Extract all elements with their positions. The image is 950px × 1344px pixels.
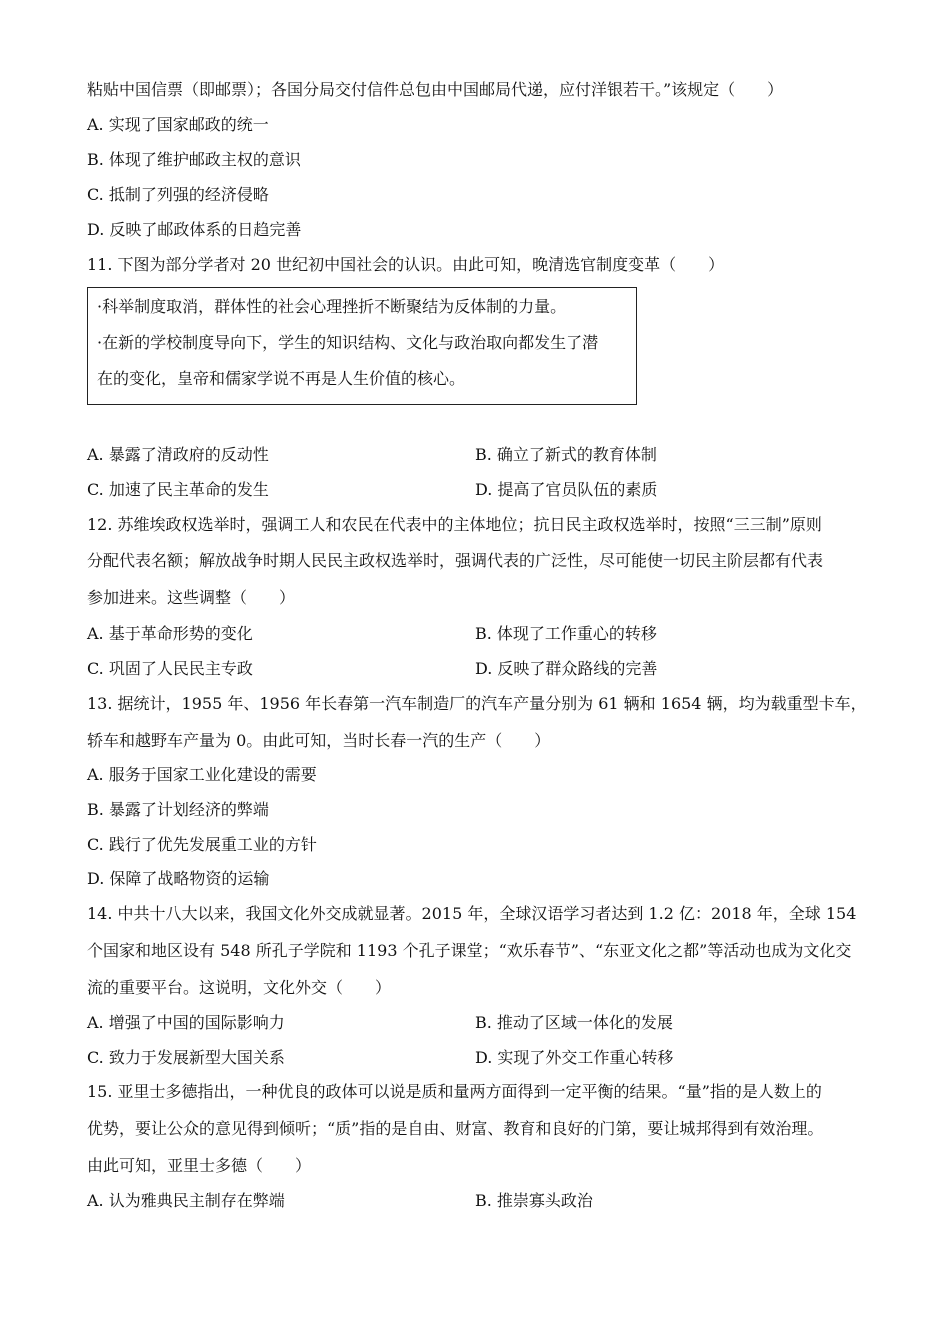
q13-stem-line-1: 13. 据统计，1955 年、1956 年长春第一汽车制造厂的汽车产量分别为 61 辆和 1654 辆，均为载重型卡车， xyxy=(87,694,867,713)
q11-quote-box xyxy=(87,287,637,405)
q11-stem: 11. 下图为部分学者对 20 世纪初中国社会的认识。由此可知，晚清选官制度变革（ ） xyxy=(87,255,725,274)
q14-option-b: B. 推动了区域一体化的发展 xyxy=(475,1013,673,1032)
q10-option-d: D. 反映了邮政体系的日趋完善 xyxy=(87,220,302,239)
q15-option-b: B. 推崇寡头政治 xyxy=(475,1191,593,1210)
q14-option-a: A. 增强了中国的国际影响力 xyxy=(87,1013,285,1032)
q15-stem-line-2: 优势，要让公众的意见得到倾听；“质”指的是自由、财富、教育和良好的门第，要让城邦得到有效治理。 xyxy=(87,1119,824,1138)
q15-option-a: A. 认为雅典民主制存在弊端 xyxy=(87,1191,285,1210)
q13-option-d: D. 保障了战略物资的运输 xyxy=(87,869,270,888)
q13-stem-line-2: 轿车和越野车产量为 0。由此可知，当时长春一汽的生产（ ） xyxy=(87,731,551,750)
q10-option-b: B. 体现了维护邮政主权的意识 xyxy=(87,150,301,169)
q11-box-line-3: 在的变化，皇帝和儒家学说不再是人生价值的核心。 xyxy=(97,369,466,388)
q10-option-c: C. 抵制了列强的经济侵略 xyxy=(87,185,269,204)
q11-option-a: A. 暴露了清政府的反动性 xyxy=(87,445,269,464)
q14-stem-line-2: 个国家和地区设有 548 所孔子学院和 1193 个孔子课堂；“欢乐春节”、“东亚文化之都”等活动也成为文化交 xyxy=(87,941,852,960)
q14-option-c: C. 致力于发展新型大国关系 xyxy=(87,1048,285,1067)
q12-stem-line-3: 参加进来。这些调整（ ） xyxy=(87,588,296,607)
q15-stem-line-1: 15. 亚里士多德指出，一种优良的政体可以说是质和量两方面得到一定平衡的结果。“量”指的是人数上的 xyxy=(87,1082,822,1101)
q13-option-c: C. 践行了优先发展重工业的方针 xyxy=(87,835,317,854)
q10-option-a: A. 实现了国家邮政的统一 xyxy=(87,115,269,134)
q11-option-b: B. 确立了新式的教育体制 xyxy=(475,445,657,464)
q12-option-d: D. 反映了群众路线的完善 xyxy=(475,659,658,678)
q14-option-d: D. 实现了外交工作重心转移 xyxy=(475,1048,674,1067)
q12-stem-line-2: 分配代表名额；解放战争时期人民民主政权选举时，强调代表的广泛性，尽可能使一切民主阶层都有代表 xyxy=(87,551,824,570)
q11-option-d: D. 提高了官员队伍的素质 xyxy=(475,480,658,499)
q11-box-line-1: ·科举制度取消，群体性的社会心理挫折不断聚结为反体制的力量。 xyxy=(97,297,567,316)
q11-box-line-2: ·在新的学校制度导向下，学生的知识结构、文化与政治取向都发生了潜 xyxy=(97,333,599,352)
q12-option-a: A. 基于革命形势的变化 xyxy=(87,624,253,643)
q14-stem-line-1: 14. 中共十八大以来，我国文化外交成就显著。2015 年，全球汉语学习者达到 1.2 亿：2018 年，全球 154 xyxy=(87,904,857,923)
q12-option-b: B. 体现了工作重心的转移 xyxy=(475,624,657,643)
q13-option-a: A. 服务于国家工业化建设的需要 xyxy=(87,765,317,784)
q14-stem-line-3: 流的重要平台。这说明，文化外交（ ） xyxy=(87,978,392,997)
q15-stem-line-3: 由此可知，亚里士多德（ ） xyxy=(87,1156,312,1175)
q13-option-b: B. 暴露了计划经济的弊端 xyxy=(87,800,269,819)
q12-stem-line-1: 12. 苏维埃政权选举时，强调工人和农民在代表中的主体地位；抗日民主政权选举时，按照“三三制”原则 xyxy=(87,515,822,534)
q10-stem-continued: 粘贴中国信票（即邮票）；各国分局交付信件总包由中国邮局代递，应付洋银若干。”该规定（ ） xyxy=(87,80,784,99)
q11-option-c: C. 加速了民主革命的发生 xyxy=(87,480,269,499)
q12-option-c: C. 巩固了人民民主专政 xyxy=(87,659,253,678)
